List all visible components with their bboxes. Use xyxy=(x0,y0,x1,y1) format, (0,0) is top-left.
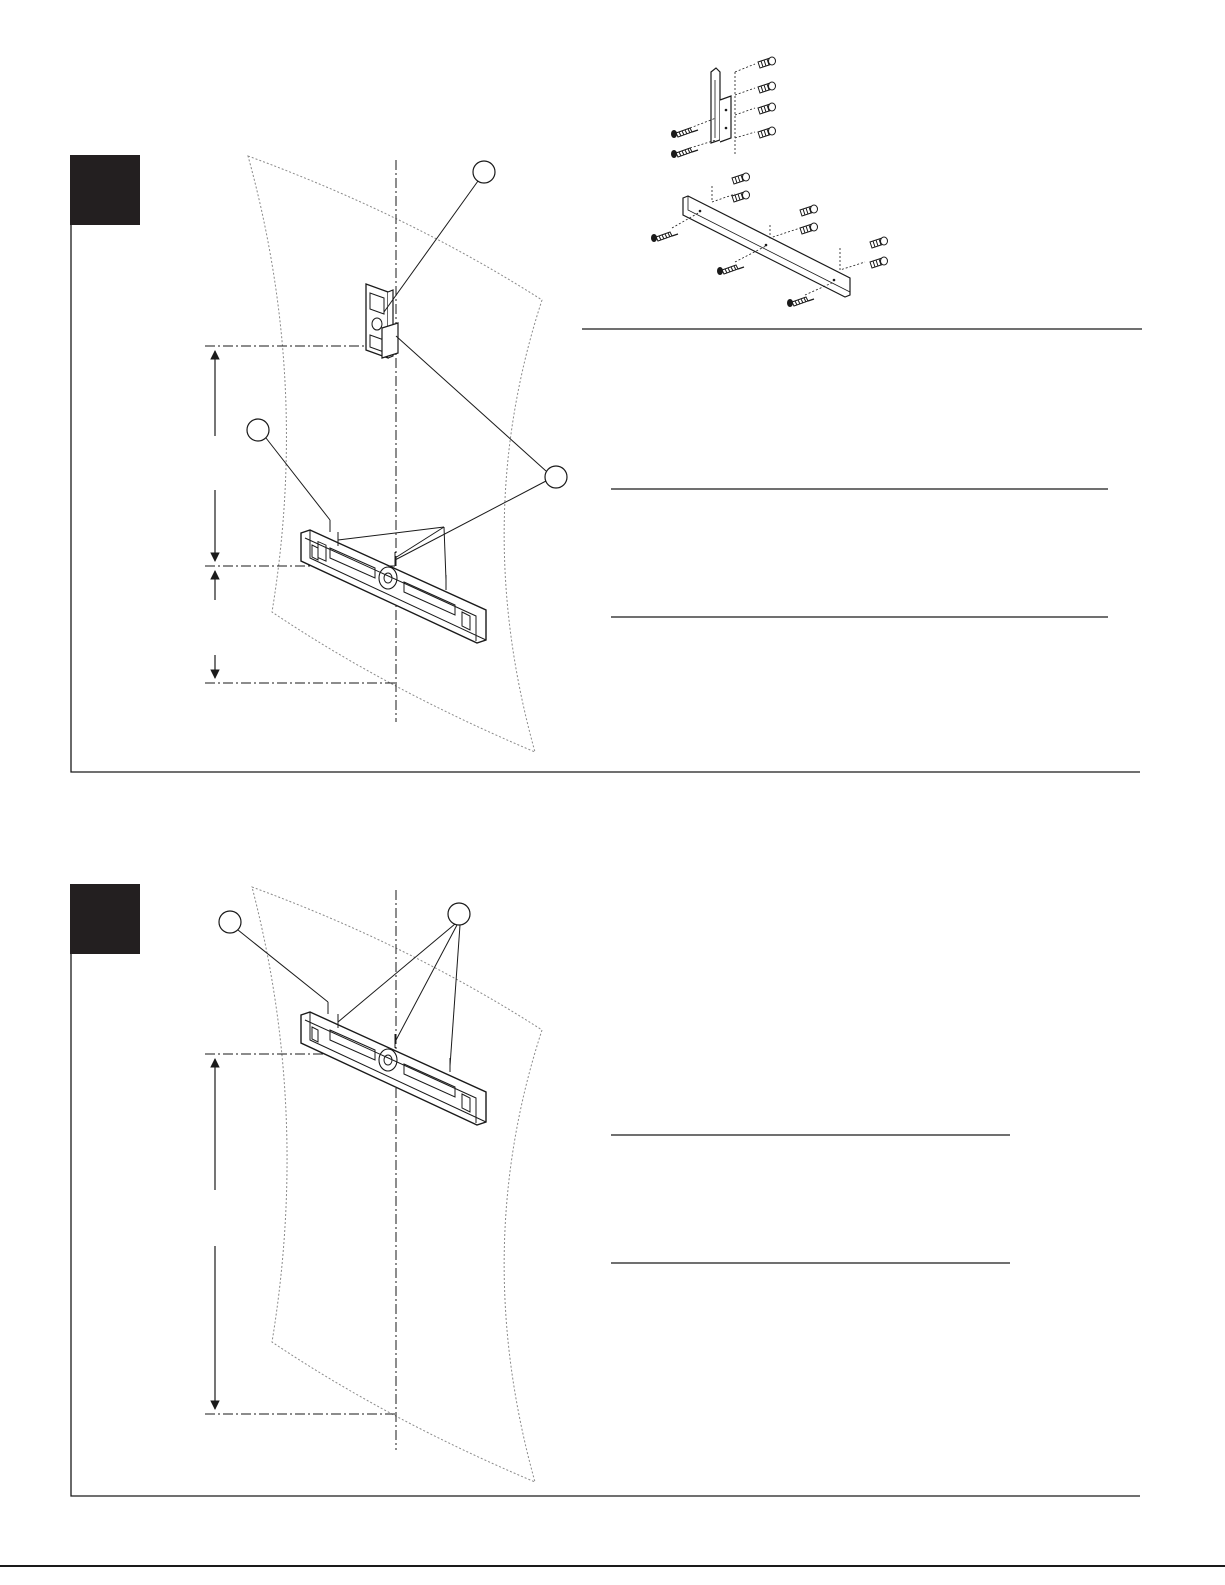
callout-circle xyxy=(545,466,567,488)
step-2-frame xyxy=(71,954,1140,1496)
wall-anchor-icon xyxy=(732,191,750,202)
wall-anchor-icon xyxy=(870,257,888,268)
hardware-detail xyxy=(651,57,888,307)
screw-icon xyxy=(671,128,698,138)
leader-line xyxy=(266,438,330,520)
leader-line xyxy=(395,481,546,560)
callout-circle xyxy=(448,903,470,925)
wall-anchor-icon xyxy=(732,173,750,184)
step-1-section xyxy=(70,155,1140,772)
wall-anchor-icon xyxy=(800,223,818,234)
vertical-bracket-icon xyxy=(711,68,731,143)
wall-outline xyxy=(248,156,542,752)
wall-anchor-icon xyxy=(758,82,776,93)
level-icon xyxy=(301,1012,486,1125)
screw-icon xyxy=(787,297,814,307)
wall-anchor-icon xyxy=(800,205,818,216)
wall-anchor-icon xyxy=(758,127,776,138)
leader-line xyxy=(450,925,460,1066)
step-1-number-block xyxy=(70,155,140,225)
leader-line xyxy=(395,925,457,1042)
level-icon xyxy=(301,530,486,643)
callout-circle xyxy=(473,161,495,183)
wall-anchor-icon xyxy=(870,237,888,248)
step-1-frame xyxy=(71,225,1140,772)
wall-anchor-icon xyxy=(758,103,776,114)
step-2-number-block xyxy=(70,884,140,954)
leader-line xyxy=(238,930,328,1002)
screw-icon xyxy=(651,232,678,242)
step-2-section xyxy=(70,884,1140,1496)
leader-line xyxy=(396,336,546,471)
wall-anchor-icon xyxy=(758,57,776,68)
screw-icon xyxy=(671,148,698,158)
leader-line xyxy=(338,527,444,540)
screw-icon xyxy=(717,265,744,275)
horizontal-rail-icon xyxy=(683,196,850,297)
bracket-icon xyxy=(366,284,398,358)
leader-line xyxy=(384,181,478,312)
callout-circle xyxy=(247,419,269,441)
leader-line xyxy=(444,527,446,580)
callout-circle xyxy=(219,911,241,933)
